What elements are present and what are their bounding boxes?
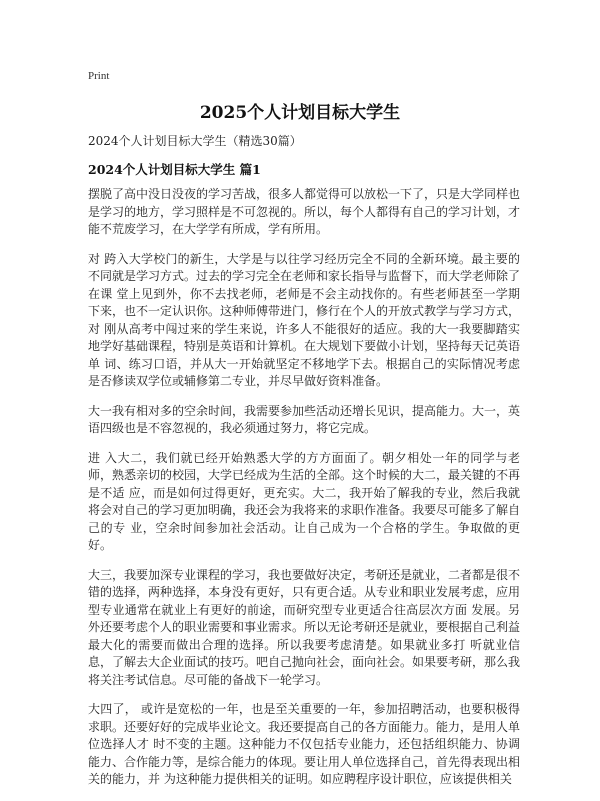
document-title: 2025个人计划目标大学生: [199, 103, 401, 123]
paragraph: 大三，我要加深专业课程的学习，我也要做好决定，考研还是就业，二者都是很不错的选择，两种选择，本身没有更好，只有更合适。从专业和职业发展考虑，应用型专业通常在就业上有更好的前途，而研究型专业更适合往高层次方面 发展。另外还要考虑个人的职业需要和事业需求。所以无论考研还是就业，要根据自己利益最大化的需要而做出合理的选择。所以我要考虑清楚。如果就业多打 听就业信息，了解去大企业面试的技巧。吧自己抛向社会，面向社会。如果要考研，那么我将关注考试信息。尽可能的备战下一轮学习。: [88, 567, 521, 687]
document-subtitle: 2024个人计划目标大学生（精选30篇）: [88, 134, 302, 148]
paragraph: 摆脱了高中没日没夜的学习苦战，很多人都觉得可以放松一下了，只是大学同样也是学习的地方，学习照样是不可忽视的。所以，每个人都得有自己的学习计划，才能不荒废学习，在大学学有所成，学有所用。: [88, 187, 521, 236]
body-text: [88, 186, 520, 801]
paragraph: 大四了， 或许是宽松的一年，也是至关重要的一年，参加招聘活动，也要积极得求职。还要好好的完成毕业论文。我还要提高自己的各方面能力。能力，是用人单位选择人才 时不变的主题。这种能力不仅包括专业能力，还包括组织能力、协调能力、合作能力等，是综合能力的体现。要让用人单位选择自己，首先得表现出相关的能力，并 为这种能力提供相关的证明。如应聘程序设计职位，应该提供相关: [88, 702, 521, 786]
paragraph: 对 跨入大学校门的新生，大学是与以往学习经历完全不同的全新环境。最主要的不同就是学习方式。过去的学习完全在老师和家长指导与监督下，而大学老师除了在课 堂上见到外，你不去找老师，老师是不会主动找你的。有些老师甚至一学期下来，也不一定认识你。这种师傅带进门，修行在个人的开放式教学与学习方式，对 刚从高考中闯过来的学生来说，许多人不能很好的适应。我的大一我要脚踏实地学好基础课程，特别是英语和计算机。在大规划下要做小计划，坚持每天记英语单 词、练习口语，并从大一开始就坚定不移地学下去。根据自己的实际情况考虑是否修读双学位或辅修第二专业，并尽早做好资料准备。: [88, 251, 521, 388]
paragraph: 大一我有相对多的空余时间，我需要参加些活动还增长见识，提高能力。大一，英语四级也是不容忽视的，我必须通过努力，将它完成。: [88, 403, 521, 435]
section-heading: 2024个人计划目标大学生 篇1: [88, 162, 261, 177]
print-label: Print: [88, 70, 110, 82]
paragraph: 进 入大二，我们就已经开始熟悉大学的方方面面了。朝夕相处一年的同学与老师，熟悉亲切的校园，大学已经成为生活的全部。这个时候的大二，最关键的不再是不适 应，而是如何过得更好，更充实。大二，我开始了解我的专业，然后我就将会对自己的学习更加明确，我还会为我将来的求职作准备。我要尽可能多了解自己的专 业，空余时间参加社会活动。让自己成为一个合格的学生。争取做的更好。: [88, 450, 521, 552]
